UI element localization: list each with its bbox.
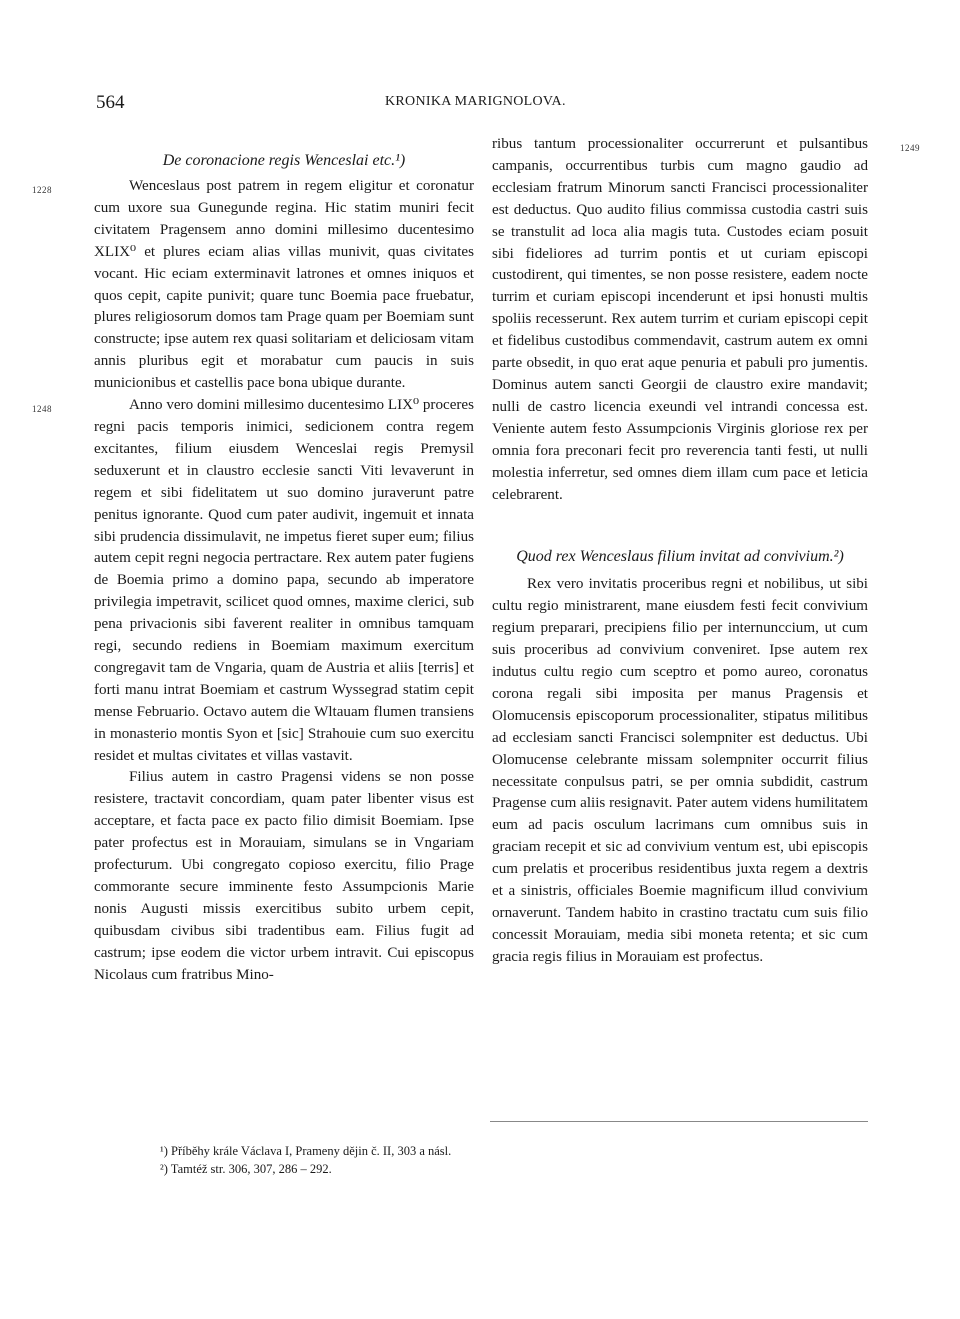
footnote: ¹) Příběhy krále Václava I, Prameny dějin č. II, 303 a násl.: [160, 1144, 452, 1158]
paragraph-block: [94, 767, 474, 986]
margin-year-note: 1249: [900, 143, 920, 153]
paragraph: Anno vero domini millesimo ducentesimo LIX⁰ proceres regni pacis temporis inimici, sedicionem contra regem excitantes, filium eiusdem Wenceslai regis Premysil seduxerunt et in claustro ecclesie sancti Viti levaverunt in regem et sibi fidelitatem ut suo domino juraverunt patre penitus ignorante. Quod cum pater audivit, ingemuit et innata sibi prudencia dissimulavit, ne impetus fieret super eum; filius autem cepit regni negocia pertractare. Rex autem pater fugiens de Boemia primo a domino papa, secundo ab imperatore privilegia impetravit, scilicet quod omnes, maxime clerici, sub pena privacionis sibi faverent realiter in omnibus tamquam regi, secundo rediens in Boemiam maximum exercitum congregavit tam de Vngaria, quam de Austria et aliis [terris] et forti manu intrat Boemiam et castrum Wyssegrad statim cepit mense Februario. Octavo autem die Wltauam flumen transiens in monasterio montis Syon et [sic] Strahouie cum suo exercitu residet et multas civitates et villas vastavit.: [94, 397, 474, 764]
paragraph: ribus tantum processionaliter occurrerunt et pulsantibus campanis, occurrentibus turbis cum magno gaudio ad ecclesiam fratrum Minorum sancti Francisci processionaliter est deductus. Quo audito filius commissa custodia castri suis se transtulit ad loca alia magis tuta. Custodes eciam posuit sibi fideliores ad turrim pontis et ut curiam episcopi custodirent, qui timentes, se non posse resistere, eadem nocte turrim et curiam episcopi incenderunt et ipsi honusti multis spoliis recesserunt. Rex autem turrim et curiam episcopi cepit et fidelibus custodibus commendavit, castrum autem ex omni parte obsedit, in quo erat aque penuria et pabuli pro jumentis. Dominus autem sancti Georgii de claustro exire mandavit; nulli de castro licencia exeundi vel intrandi concessa est. Veniente autem festo Assumpcionis Virginis gloriose rex per omnia fora preconari fecit pro reverencia tanti festi, ut nulli molestia inferretur, sed omnes diem illam cum pace et leticia celebrarent.: [492, 136, 868, 503]
footnote-divider: [490, 1121, 868, 1122]
footnotes: [160, 1142, 451, 1178]
paragraph: Filius autem in castro Pragensi videns se non posse resistere, tractavit concordiam, quam pater libenter visus est acceptare, et facta pace ex pacto filio dimisit Boemiam. Ipse pater profectus est in Morauiam, simulans se in Vngariam profecturum. Ubi congregato copioso exercitu, filio Prage commorante secure imminente festo Assumpcionis Marie nonis Augusti missis exercitibus subito urbem cepit, quibusdam civibus sibi tradentibus eam. Filius fugit ad castrum; ipse eodem die victor urbem intravit. Cui episcopus Nicolaus cum fratribus Mino-: [94, 769, 474, 983]
page-number: 564: [96, 92, 125, 113]
paragraph-block: [32, 395, 474, 767]
paragraph: Rex vero invitatis proceribus regni et nobilibus, ut sibi cultu regio ministrarent, mane eiusdem festi fecit convivium regium preparari, precipiens filio per internunccium, ut cum suis proceribus ad convivium conveniret. Ipse autem rex indutus cultu regio cum sceptro et pomo aureo, coronatus corona regali sibi imposita per manus Pragensis et Olomucensis episcoporum processionaliter, stipatus militibus ad ecclesiam sancti Francisci solempniter est deductus. Ubi Olomucense celebrante missam solempniter occurrit filius necessitate conpulsus patri, se per omnia subdidit, castrum Pragense cum aliis resignavit. Pater autem videns humilitatem eum ad pacis osculum lacrimans cum omnibus suis in graciam recepit et sic ad convivium ventum est, ubi episcopis cum prelatis et proceribus residentibus juxta regem a dextris et a sinistris, officiales Boemie magnificum illud convivium ornaverunt. Tandem habito in crastino tractatu cum suis filio concessit Morauiam, media sibi moneta retenta; et sic cum gracia regis filius in Morauiam est profectus.: [492, 576, 868, 965]
paragraph: Wenceslaus post patrem in regem eligitur et coronatur cum uxore sua Gunegunde regina. Hic statim muniri fecit civitatem Pragensem anno domini millesimo ducentesimo XLIX⁰ et plures eciam alias villas munivit, quas civitates vocant. Hic eciam exterminavit latrones et omnes iniquos et quos cepit, capite punivit; quare tunc Boemia pace fruebatur, plures religiosorum domos tam Prage quam per Boemiam sunt constructe; ipse autem rex quasi solitariam et deliciosam vitam annis pluribus egit et morabatur cum paucis in suis municionibus et castellis pace bona ubique durante.: [94, 178, 474, 392]
paragraph-block: [492, 134, 920, 506]
paragraph-block: [32, 176, 474, 395]
right-column: [492, 134, 920, 969]
margin-year-note: 1228: [32, 185, 52, 195]
footnote: ²) Tamtéž str. 306, 307, 286 – 292.: [160, 1162, 332, 1176]
margin-year-note: 1248: [32, 404, 52, 415]
paragraph-block: [492, 574, 868, 968]
section-heading-banquet: Quod rex Wenceslaus filium invitat ad convivium.²): [516, 548, 844, 566]
running-title: KRONIKA MARIGNOLOVA.: [385, 94, 566, 109]
section-heading-coronation: De coronacione regis Wenceslai etc.¹): [162, 152, 406, 169]
left-column: [32, 134, 474, 987]
page-header: [0, 92, 960, 116]
